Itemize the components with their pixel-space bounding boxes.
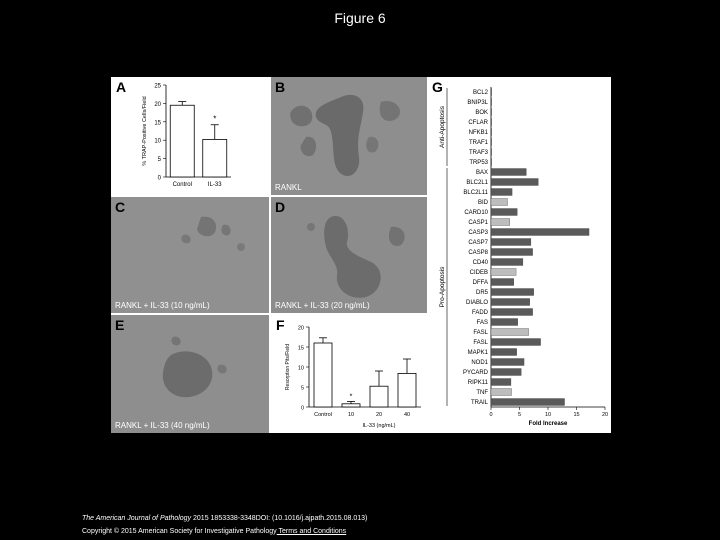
bar bbox=[491, 319, 518, 326]
bar bbox=[491, 269, 516, 276]
gene-label: CASP1 bbox=[468, 220, 488, 227]
gene-label: RIPK11 bbox=[467, 380, 488, 387]
gene-label: CFLAR bbox=[468, 120, 488, 127]
bar bbox=[491, 279, 514, 286]
y-tick-label: 15 bbox=[297, 345, 304, 352]
gene-label: MAPK1 bbox=[467, 350, 488, 357]
bar bbox=[491, 289, 534, 296]
x-axis-label: Fold Increase bbox=[528, 421, 568, 427]
bar bbox=[491, 309, 533, 316]
bar bbox=[491, 209, 517, 216]
gene-label: CARD10 bbox=[464, 210, 488, 217]
panel-b-micrograph bbox=[271, 77, 427, 195]
y-tick-label: 10 bbox=[297, 365, 304, 372]
gene-label: BAX bbox=[475, 170, 488, 177]
bar bbox=[491, 199, 508, 206]
gene-label: TRP53 bbox=[469, 160, 488, 167]
bar bbox=[491, 139, 492, 146]
bar bbox=[491, 169, 526, 176]
category-label: 40 bbox=[403, 412, 411, 418]
gene-label: BLC2L1 bbox=[466, 180, 488, 187]
panel-a-chart bbox=[111, 77, 269, 197]
gene-label: DFFA bbox=[472, 280, 488, 287]
footer-copyright bbox=[82, 528, 346, 535]
gene-label: BNIP3L bbox=[467, 100, 488, 107]
panel-e-letter: E bbox=[115, 317, 125, 333]
y-tick-label: 20 bbox=[154, 101, 161, 108]
y-tick-label: 15 bbox=[154, 120, 161, 127]
gene-label: CIDEB bbox=[469, 270, 488, 277]
terms-link[interactable]: Terms and Conditions bbox=[276, 528, 347, 535]
panel-d-cells bbox=[271, 197, 427, 313]
category-label: 10 bbox=[347, 412, 355, 418]
panel-c-letter: C bbox=[115, 199, 126, 215]
bar bbox=[314, 343, 332, 407]
bar bbox=[491, 399, 565, 406]
gene-label: TRAF3 bbox=[468, 150, 488, 157]
y-tick-label: 10 bbox=[154, 138, 161, 145]
panel-e-micrograph bbox=[111, 315, 269, 433]
gene-label: DR5 bbox=[475, 290, 488, 297]
bar bbox=[491, 219, 510, 226]
x-tick-label: 20 bbox=[601, 412, 609, 418]
journal-name: The American Journal of Pathology bbox=[82, 515, 192, 522]
bar bbox=[203, 139, 227, 177]
anti-apoptosis-label: Anti-Apoptosis bbox=[439, 106, 446, 148]
figure-image bbox=[111, 77, 611, 433]
gene-label: BCL2 bbox=[472, 90, 488, 97]
gene-label: FASL bbox=[473, 330, 488, 337]
bar bbox=[491, 379, 511, 386]
panel-b-letter: B bbox=[275, 79, 286, 95]
y-tick-label: 25 bbox=[154, 83, 161, 90]
bar bbox=[491, 369, 521, 376]
bar bbox=[491, 239, 531, 246]
gene-label: FADD bbox=[471, 310, 488, 317]
category-label: IL-33 bbox=[207, 182, 222, 188]
panel-g-letter: G bbox=[432, 79, 443, 95]
gene-label: CASP7 bbox=[468, 240, 488, 247]
panel-b-cells bbox=[271, 77, 427, 195]
x-tick-label: 5 bbox=[517, 412, 522, 418]
gene-label: TNF bbox=[476, 390, 488, 397]
bar bbox=[491, 149, 492, 156]
bar bbox=[491, 329, 529, 336]
bar bbox=[491, 359, 524, 366]
footer-citation bbox=[82, 515, 367, 522]
gene-label: TRAIL bbox=[470, 400, 488, 407]
panel-b-caption: RANKL bbox=[275, 183, 302, 192]
bar bbox=[491, 349, 517, 356]
gene-label: NOD1 bbox=[471, 360, 488, 367]
bar bbox=[491, 389, 512, 396]
bar bbox=[491, 129, 492, 136]
y-tick-label: 20 bbox=[297, 325, 304, 332]
gene-label: NFKB1 bbox=[468, 130, 488, 137]
panel-d-micrograph bbox=[271, 197, 427, 313]
y-tick-label: 5 bbox=[157, 157, 161, 164]
bar bbox=[398, 373, 416, 407]
bar bbox=[342, 404, 360, 407]
bar bbox=[491, 189, 512, 196]
bar bbox=[491, 259, 523, 266]
gene-label: CASP3 bbox=[468, 230, 488, 237]
gene-label: PYCARD bbox=[462, 370, 488, 377]
gene-label: BID bbox=[477, 200, 488, 207]
gene-label: FAS bbox=[476, 320, 488, 327]
panel-c-micrograph bbox=[111, 197, 269, 313]
citation-text: 2015 1853338-3348DOI: (10.1016/j.ajpath.2015.08.013) bbox=[191, 515, 368, 522]
x-tick-label: 10 bbox=[544, 412, 552, 418]
panel-f-letter: F bbox=[276, 317, 285, 333]
bar bbox=[491, 119, 492, 126]
gene-label: BOK bbox=[475, 110, 488, 117]
panel-a-letter: A bbox=[116, 79, 127, 95]
y-tick-label: 0 bbox=[157, 175, 161, 182]
bar bbox=[491, 89, 492, 96]
bar bbox=[491, 299, 530, 306]
x-tick-label: 15 bbox=[573, 412, 580, 418]
bar bbox=[491, 99, 492, 106]
bar bbox=[491, 109, 492, 116]
x-tick-label: 0 bbox=[489, 412, 493, 418]
category-label: 20 bbox=[375, 412, 383, 418]
category-label: Control bbox=[172, 182, 192, 188]
y-tick-label: 0 bbox=[300, 405, 304, 412]
y-tick-label: 5 bbox=[300, 385, 304, 392]
gene-label: CD40 bbox=[472, 260, 488, 267]
y-axis-label: Resorption Pits/Field bbox=[285, 343, 291, 391]
bar bbox=[491, 159, 492, 166]
panel-e-caption: RANKL + IL-33 (40 ng/mL) bbox=[115, 421, 210, 430]
bar bbox=[370, 386, 388, 407]
panel-d-letter: D bbox=[275, 199, 286, 215]
gene-label: TRAF1 bbox=[468, 140, 488, 147]
panel-f-chart bbox=[271, 315, 427, 433]
significance-mark: * bbox=[349, 391, 353, 401]
gene-label: DIABLO bbox=[465, 300, 488, 307]
pro-apoptosis-label: Pro-Apoptosis bbox=[439, 266, 446, 308]
category-label: Control bbox=[314, 412, 332, 418]
copyright-text: Copyright © 2015 American Society for Investigative Pathology bbox=[82, 528, 277, 535]
y-axis-label: % TRAP-Positive Cells/Field bbox=[142, 96, 148, 166]
panel-c-caption: RANKL + IL-33 (10 ng/mL) bbox=[115, 301, 210, 310]
panel-e-cells bbox=[111, 315, 269, 433]
panel-g-chart bbox=[429, 77, 611, 433]
bar bbox=[491, 179, 538, 186]
bar bbox=[491, 339, 541, 346]
bar bbox=[491, 229, 589, 236]
gene-label: FASL bbox=[473, 340, 488, 347]
gene-label: CASP8 bbox=[468, 250, 488, 257]
significance-mark: * bbox=[213, 114, 217, 124]
x-axis-label: IL-33 (ng/mL) bbox=[362, 423, 396, 429]
figure-title: Figure 6 bbox=[334, 10, 386, 26]
panel-d-caption: RANKL + IL-33 (20 ng/mL) bbox=[275, 301, 370, 310]
gene-label: BLC2L11 bbox=[463, 190, 488, 197]
panel-c-cells bbox=[111, 197, 269, 313]
bar bbox=[170, 105, 194, 177]
bar bbox=[491, 249, 533, 256]
